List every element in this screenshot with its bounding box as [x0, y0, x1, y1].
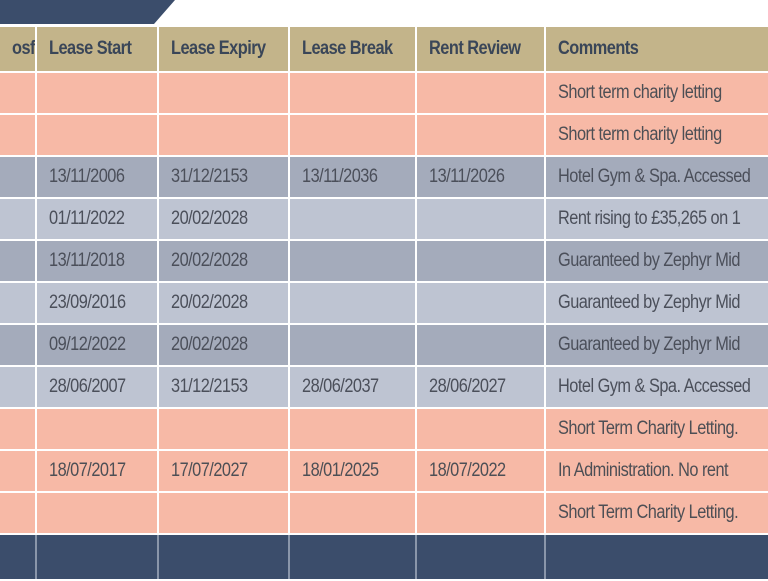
cell-comments: Short Term Charity Letting. — [558, 502, 739, 523]
cell-lease-expiry — [159, 73, 290, 113]
cell-lease-expiry — [159, 493, 290, 533]
cell-comments: Short Term Charity Letting. — [558, 418, 739, 439]
table-row — [0, 451, 768, 493]
table-row — [0, 409, 768, 451]
cell-comments: Short term charity letting — [558, 82, 722, 103]
table-row — [0, 241, 768, 283]
cell-rent-review — [417, 115, 546, 155]
cell-lease-break — [290, 493, 417, 533]
cell-area — [0, 115, 37, 155]
cell-lease-expiry — [159, 115, 290, 155]
column-header-area: osf — [0, 27, 37, 71]
cell-lease-expiry: 17/07/2027 — [159, 451, 290, 491]
cell-lease-start: 13/11/2006 — [37, 157, 159, 197]
cell-lease-expiry: 20/02/2028 — [159, 283, 290, 323]
cell-lease-expiry: 20/02/2028 — [159, 325, 290, 365]
footer-cell — [290, 535, 417, 579]
column-header-lease-expiry: Lease Expiry — [159, 27, 290, 71]
cell-area — [0, 157, 37, 197]
cell-lease-break: 13/11/2036 — [290, 157, 417, 197]
cell-area — [0, 241, 37, 281]
column-header-comments: Comments — [558, 38, 639, 59]
footer-cell — [37, 535, 159, 579]
cell-lease-expiry — [159, 409, 290, 449]
footer-cell — [417, 535, 546, 579]
cell-rent-review — [417, 199, 546, 239]
cell-comments: Guaranteed by Zephyr Mid — [558, 250, 740, 271]
cell-lease-break — [290, 409, 417, 449]
cell-area — [0, 409, 37, 449]
cell-lease-expiry: 20/02/2028 — [159, 241, 290, 281]
column-header-lease-start: Lease Start — [37, 27, 159, 71]
cell-comments: Hotel Gym & Spa. Accessed — [558, 376, 751, 397]
table-row — [0, 157, 768, 199]
cell-lease-start — [37, 73, 159, 113]
table-row — [0, 199, 768, 241]
cell-lease-break: 28/06/2037 — [290, 367, 417, 407]
table-body — [0, 73, 768, 535]
cell-lease-break — [290, 115, 417, 155]
cell-lease-break — [290, 283, 417, 323]
cell-area — [0, 493, 37, 533]
cell-rent-review: 18/07/2022 — [417, 451, 546, 491]
table-row — [0, 493, 768, 535]
column-header-rent-review: Rent Review — [417, 27, 546, 71]
cell-comments: Guaranteed by Zephyr Mid — [558, 292, 740, 313]
cell-area — [0, 325, 37, 365]
footer-cell — [546, 535, 768, 579]
cell-area — [0, 199, 37, 239]
cell-rent-review — [417, 73, 546, 113]
cell-area — [0, 283, 37, 323]
cell-comments: Short term charity letting — [558, 124, 722, 145]
table-row — [0, 367, 768, 409]
cell-lease-start: 13/11/2018 — [37, 241, 159, 281]
cell-lease-break: 18/01/2025 — [290, 451, 417, 491]
cell-rent-review — [417, 493, 546, 533]
cell-comments: Rent rising to £35,265 on 1 — [558, 208, 741, 229]
table-footer-row — [0, 535, 768, 581]
column-header-lease-break: Lease Break — [290, 27, 417, 71]
table-row — [0, 325, 768, 367]
cell-lease-start: 18/07/2017 — [37, 451, 159, 491]
cell-lease-start: 28/06/2007 — [37, 367, 159, 407]
cell-lease-start — [37, 115, 159, 155]
cell-rent-review — [417, 409, 546, 449]
cell-rent-review: 13/11/2026 — [417, 157, 546, 197]
table-row — [0, 73, 768, 115]
cell-rent-review — [417, 241, 546, 281]
cell-rent-review — [417, 325, 546, 365]
lease-schedule-table — [0, 27, 768, 581]
cell-lease-expiry: 31/12/2153 — [159, 157, 290, 197]
cell-lease-start: 23/09/2016 — [37, 283, 159, 323]
header-banner-shape — [0, 0, 175, 24]
cell-lease-break — [290, 241, 417, 281]
cell-area — [0, 367, 37, 407]
cell-area — [0, 451, 37, 491]
cell-lease-expiry: 20/02/2028 — [159, 199, 290, 239]
cell-lease-start: 09/12/2022 — [37, 325, 159, 365]
cell-rent-review — [417, 283, 546, 323]
footer-cell — [159, 535, 290, 579]
cell-lease-break — [290, 73, 417, 113]
cell-area — [0, 73, 37, 113]
table-row — [0, 283, 768, 325]
table-row — [0, 115, 768, 157]
cell-lease-start — [37, 409, 159, 449]
cell-rent-review: 28/06/2027 — [417, 367, 546, 407]
cell-comments: Hotel Gym & Spa. Accessed — [558, 166, 751, 187]
cell-lease-expiry: 31/12/2153 — [159, 367, 290, 407]
table-header-row — [0, 27, 768, 73]
cell-lease-break — [290, 199, 417, 239]
cell-comments: In Administration. No rent — [558, 460, 729, 481]
cell-lease-start: 01/11/2022 — [37, 199, 159, 239]
footer-cell — [0, 535, 37, 579]
cell-lease-start — [37, 493, 159, 533]
cell-lease-break — [290, 325, 417, 365]
cell-comments: Guaranteed by Zephyr Mid — [558, 334, 740, 355]
